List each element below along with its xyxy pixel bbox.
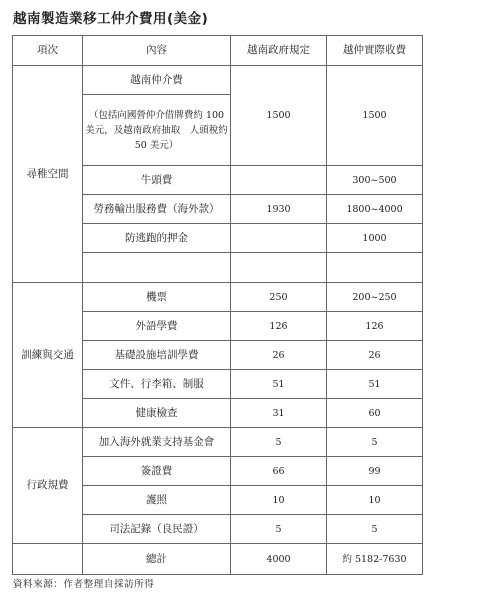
actual-fee-cell: 26 xyxy=(327,341,423,370)
item-cell: 外語學費 xyxy=(83,312,231,341)
table-header-row xyxy=(13,36,423,66)
category-cell: 尋稚空間 xyxy=(13,66,83,283)
gov-fee-cell: 1930 xyxy=(231,195,327,224)
column-header: 項次 xyxy=(13,36,83,66)
gov-fee-cell: 250 xyxy=(231,283,327,312)
total-actual-cell: 約 5182-7630 xyxy=(327,544,423,575)
item-cell: 越南仲介費 xyxy=(83,66,231,95)
gov-fee-cell xyxy=(231,224,327,253)
item-cell: 勞務輸出服務費（海外款） xyxy=(83,195,231,224)
item-cell: 基礎設施培訓學費 xyxy=(83,341,231,370)
item-note-cell: （包括向國營仲介借牌費約 100 美元，及越南政府抽取 人頭稅約 50 美元） xyxy=(83,95,231,166)
actual-fee-cell: 126 xyxy=(327,312,423,341)
item-cell: 防逃跑的押金 xyxy=(83,224,231,253)
total-gov-cell: 4000 xyxy=(231,544,327,575)
actual-fee-cell: 300~500 xyxy=(327,166,423,195)
item-cell: 簽證費 xyxy=(83,457,231,486)
actual-fee-cell: 51 xyxy=(327,370,423,399)
fee-table xyxy=(12,35,423,575)
actual-fee-cell: 1000 xyxy=(327,224,423,253)
gov-fee-cell xyxy=(231,253,327,283)
item-cell: 文件、行李箱、制服 xyxy=(83,370,231,399)
actual-fee-cell xyxy=(327,253,423,283)
item-cell: 牛頭費 xyxy=(83,166,231,195)
item-cell: 司法記錄（良民證） xyxy=(83,515,231,544)
item-cell: 機票 xyxy=(83,283,231,312)
actual-fee-cell: 1500 xyxy=(327,66,423,166)
gov-fee-cell: 51 xyxy=(231,370,327,399)
actual-fee-cell: 5 xyxy=(327,515,423,544)
gov-fee-cell: 66 xyxy=(231,457,327,486)
actual-fee-cell: 200~250 xyxy=(327,283,423,312)
category-cell: 訓練與交通 xyxy=(13,283,83,428)
actual-fee-cell: 1800~4000 xyxy=(327,195,423,224)
gov-fee-cell: 126 xyxy=(231,312,327,341)
actual-fee-cell: 5 xyxy=(327,428,423,457)
gov-fee-cell: 31 xyxy=(231,399,327,428)
column-header: 越南政府規定 xyxy=(231,36,327,66)
table-row xyxy=(13,66,423,95)
actual-fee-cell: 10 xyxy=(327,486,423,515)
total-spacer-cell xyxy=(13,544,83,575)
table-row xyxy=(13,283,423,312)
table-row xyxy=(13,428,423,457)
item-cell: 加入海外就業支持基金會 xyxy=(83,428,231,457)
column-header: 越仲實際收費 xyxy=(327,36,423,66)
category-cell: 行政規費 xyxy=(13,428,83,544)
actual-fee-cell: 60 xyxy=(327,399,423,428)
gov-fee-cell xyxy=(231,166,327,195)
gov-fee-cell: 26 xyxy=(231,341,327,370)
total-label: 總計 xyxy=(83,544,231,575)
gov-fee-cell: 1500 xyxy=(231,66,327,166)
actual-fee-cell: 99 xyxy=(327,457,423,486)
gov-fee-cell: 5 xyxy=(231,428,327,457)
gov-fee-cell: 10 xyxy=(231,486,327,515)
item-cell: 護照 xyxy=(83,486,231,515)
column-header: 內容 xyxy=(83,36,231,66)
item-cell xyxy=(83,253,231,283)
total-row xyxy=(13,544,423,575)
gov-fee-cell: 5 xyxy=(231,515,327,544)
source-note: 資料來源：作者整理自採訪所得 xyxy=(13,579,155,590)
item-cell: 健康檢查 xyxy=(83,399,231,428)
page-title: 越南製造業移工仲介費用(美金) xyxy=(13,11,209,27)
